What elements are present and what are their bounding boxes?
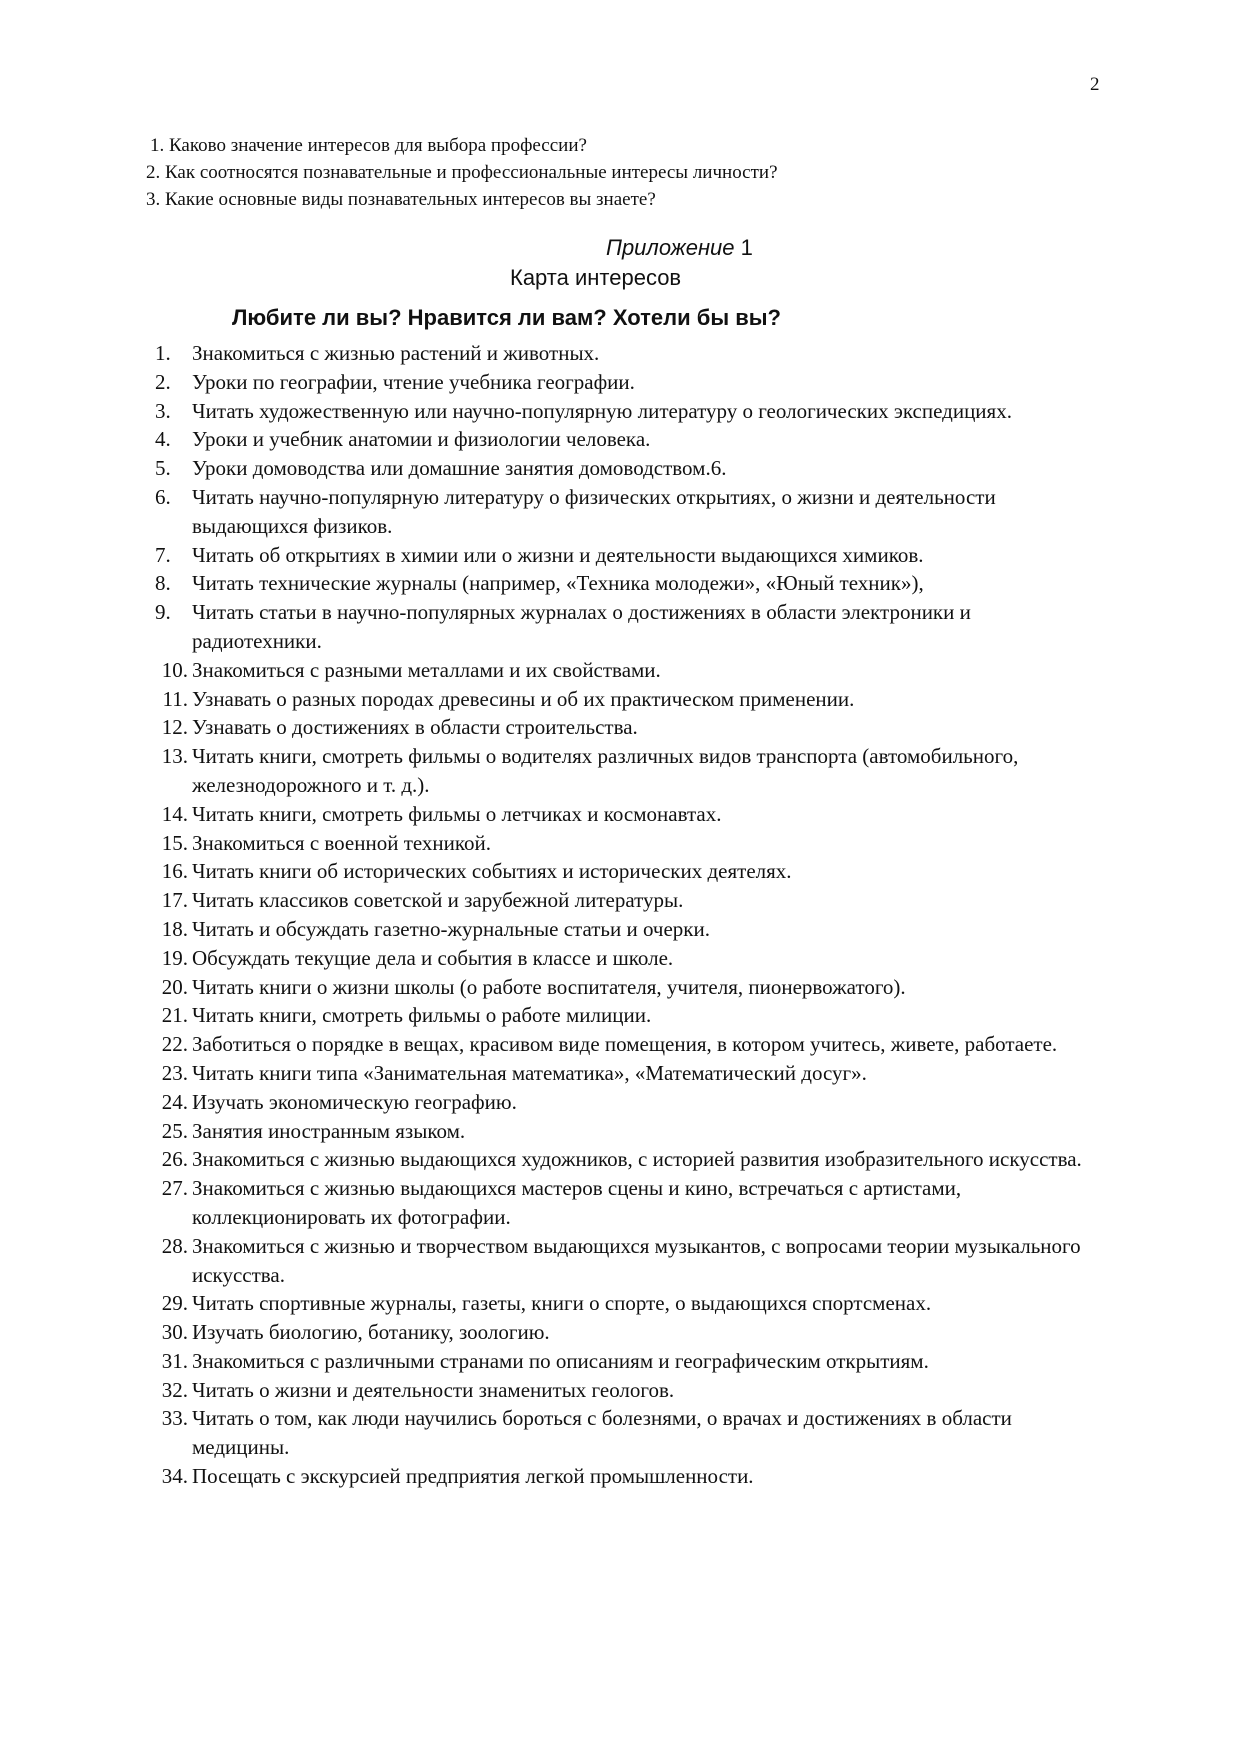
interest-item: [150, 1059, 1100, 1088]
item-number: 25.: [161, 1118, 188, 1143]
item-text: Посещать с экскурсией предприятия легкой промышленности.: [192, 1464, 754, 1489]
item-text: Читать о том, как люди научились бороться с болезнями, о врачах и достижениях в области медицины.: [192, 1406, 1012, 1460]
appendix-label-number: 1: [734, 235, 753, 260]
item-text: Читать книги типа «Занимательная математика», «Математический досуг».: [192, 1060, 867, 1085]
item-text: Изучать биологию, ботанику, зоологию.: [192, 1320, 550, 1345]
interest-item: [150, 598, 1100, 656]
page-number: 2: [1090, 74, 1100, 95]
interest-item: [150, 1001, 1100, 1030]
interest-item: [150, 656, 1100, 685]
interest-item: [150, 1232, 1100, 1290]
item-text: Читать книги, смотреть фильмы о работе милиции.: [192, 1003, 652, 1028]
interest-items-list: [150, 339, 1100, 1491]
item-text: Знакомиться с различными странами по описаниям и географическим открытиям.: [192, 1348, 929, 1373]
item-number: 2.: [155, 369, 171, 394]
item-number: 19.: [161, 945, 188, 970]
interest-item: [150, 1289, 1100, 1318]
item-text: Знакомиться с военной техникой.: [192, 830, 492, 855]
item-number: 12.: [161, 715, 188, 740]
item-number: 20.: [161, 974, 188, 999]
item-text: Знакомиться с жизнью выдающихся мастеров сцены и кино, встречаться с артистами, коллекционировать их фотографии.: [192, 1176, 962, 1229]
item-text: Уроки и учебник анатомии и физиологии человека.: [192, 427, 651, 452]
item-number: 28.: [161, 1233, 188, 1258]
item-text: Заботиться о порядке в вещах, красивом виде помещения, в котором учитесь, живете, работаете.: [192, 1032, 1058, 1057]
item-number: 21.: [161, 1003, 188, 1028]
item-number: 24.: [161, 1089, 188, 1114]
item-number: 23.: [161, 1060, 188, 1085]
item-text: Занятия иностранным языком.: [192, 1118, 466, 1143]
item-text: Знакомиться с жизнью выдающихся художников, с историей развития изобразительного искусства.: [192, 1147, 1082, 1172]
appendix-subtitle: Любите ли вы? Нравится ли вам? Хотели бы вы?: [232, 305, 781, 330]
interest-item: [150, 1117, 1100, 1146]
item-number: 27.: [161, 1176, 188, 1201]
item-number: 26.: [161, 1147, 188, 1172]
interest-item: [150, 1030, 1100, 1059]
interest-item: [150, 685, 1100, 714]
item-text: Читать книги, смотреть фильмы о водителях различных видов транспорта (автомобильного, железнодорожного и т. д.).: [192, 744, 1019, 797]
item-number: 10.: [161, 657, 188, 682]
item-number: 22.: [161, 1032, 188, 1057]
item-text: Узнавать о достижениях в области строительства.: [192, 715, 638, 740]
item-number: 18.: [161, 916, 188, 941]
interest-item: [150, 915, 1100, 944]
item-text: Знакомиться с жизнью растений и животных.: [192, 341, 600, 365]
item-text: Читать книги об исторических событиях и исторических деятелях.: [192, 859, 792, 884]
interest-item: [150, 1088, 1100, 1117]
appendix-label-word: Приложение: [606, 235, 735, 260]
item-number: 7.: [155, 542, 171, 567]
item-text: Знакомиться с жизнью и творчеством выдающихся музыкантов, с вопросами теории музыкального искусства.: [192, 1233, 1081, 1287]
appendix-label: [606, 235, 753, 261]
interest-item: [150, 886, 1100, 915]
interest-item: [150, 1318, 1100, 1347]
item-text: Читать книги о жизни школы (о работе воспитателя, учителя, пионервожатого).: [192, 974, 906, 999]
review-questions: [146, 132, 778, 213]
interest-item: [150, 1174, 1100, 1232]
item-text: Читать художественную или научно-популярную литературу о геологических экспедициях.: [192, 398, 1012, 423]
item-number: 31.: [161, 1348, 188, 1373]
interest-item: [150, 944, 1100, 973]
interest-item: [150, 713, 1100, 742]
interest-item: [150, 973, 1100, 1002]
question-line: 1. Каково значение интересов для выбора профессии?: [150, 135, 587, 156]
interest-item: [150, 829, 1100, 858]
interest-item: [150, 1404, 1100, 1462]
item-text: Знакомиться с разными металлами и их свойствами.: [192, 657, 661, 682]
item-number: 16.: [161, 859, 188, 884]
interest-item: [150, 1347, 1100, 1376]
item-number: 6.: [155, 484, 171, 509]
item-text: Читать научно-популярную литературу о физических открытиях, о жизни и деятельности выдающихся физиков.: [192, 484, 996, 538]
item-number: 8.: [155, 571, 171, 596]
interest-item: [150, 425, 1100, 454]
interest-item: [150, 1145, 1100, 1174]
interest-item: [150, 800, 1100, 829]
item-number: 13.: [161, 744, 188, 769]
item-number: 34.: [161, 1464, 188, 1489]
item-number: 14.: [161, 801, 188, 826]
item-number: 33.: [161, 1406, 188, 1431]
item-number: 17.: [161, 888, 188, 913]
item-text: Читать и обсуждать газетно-журнальные статьи и очерки.: [192, 916, 710, 941]
item-number: 30.: [161, 1320, 188, 1345]
item-text: Узнавать о разных породах древесины и об их практическом применении.: [192, 686, 855, 711]
item-number: 15.: [161, 830, 188, 855]
interest-item: [150, 742, 1100, 800]
item-text: Читать технические журналы (например, «Техника молодежи», «Юный техник»),: [192, 571, 924, 596]
item-number: 9.: [155, 600, 171, 625]
item-number: 32.: [161, 1377, 188, 1402]
item-number: 3.: [155, 398, 171, 423]
item-text: Изучать экономическую географию.: [192, 1089, 517, 1114]
item-text: Читать статьи в научно-популярных журналах о достижениях в области электроники и радиотехники.: [192, 600, 971, 653]
item-number: 1.: [155, 341, 171, 365]
interest-item: [150, 541, 1100, 570]
interest-item: [150, 857, 1100, 886]
interest-item: [150, 454, 1100, 483]
interest-item: [150, 569, 1100, 598]
item-number: 11.: [162, 686, 188, 711]
interest-item: [150, 397, 1100, 426]
item-text: Уроки по географии, чтение учебника географии.: [192, 369, 635, 394]
interest-item: [150, 368, 1100, 397]
item-text: Читать о жизни и деятельности знаменитых геологов.: [192, 1377, 675, 1402]
item-text: Читать книги, смотреть фильмы о летчиках и космонавтах.: [192, 801, 722, 826]
item-number: 4.: [155, 427, 171, 452]
item-text: Читать об открытиях в химии или о жизни и деятельности выдающихся химиков.: [192, 542, 924, 567]
interest-item: [150, 1376, 1100, 1405]
item-text: Обсуждать текущие дела и события в классе и школе.: [192, 945, 674, 970]
item-number: 5.: [155, 456, 171, 481]
item-text: Уроки домоводства или домашние занятия домоводством.6.: [192, 456, 727, 481]
item-text: Читать спортивные журналы, газеты, книги о спорте, о выдающихся спортсменах.: [192, 1291, 932, 1316]
interest-item: [150, 1462, 1100, 1491]
interest-item: [150, 483, 1100, 541]
question-line: 3. Какие основные виды познавательных интересов вы знаете?: [146, 189, 656, 210]
interest-item: [150, 339, 1100, 368]
question-line: 2. Как соотносятся познавательные и профессиональные интересы личности?: [146, 162, 778, 183]
item-number: 29.: [161, 1291, 188, 1316]
appendix-title: Карта интересов: [510, 265, 682, 290]
item-text: Читать классиков советской и зарубежной литературы.: [192, 888, 684, 913]
